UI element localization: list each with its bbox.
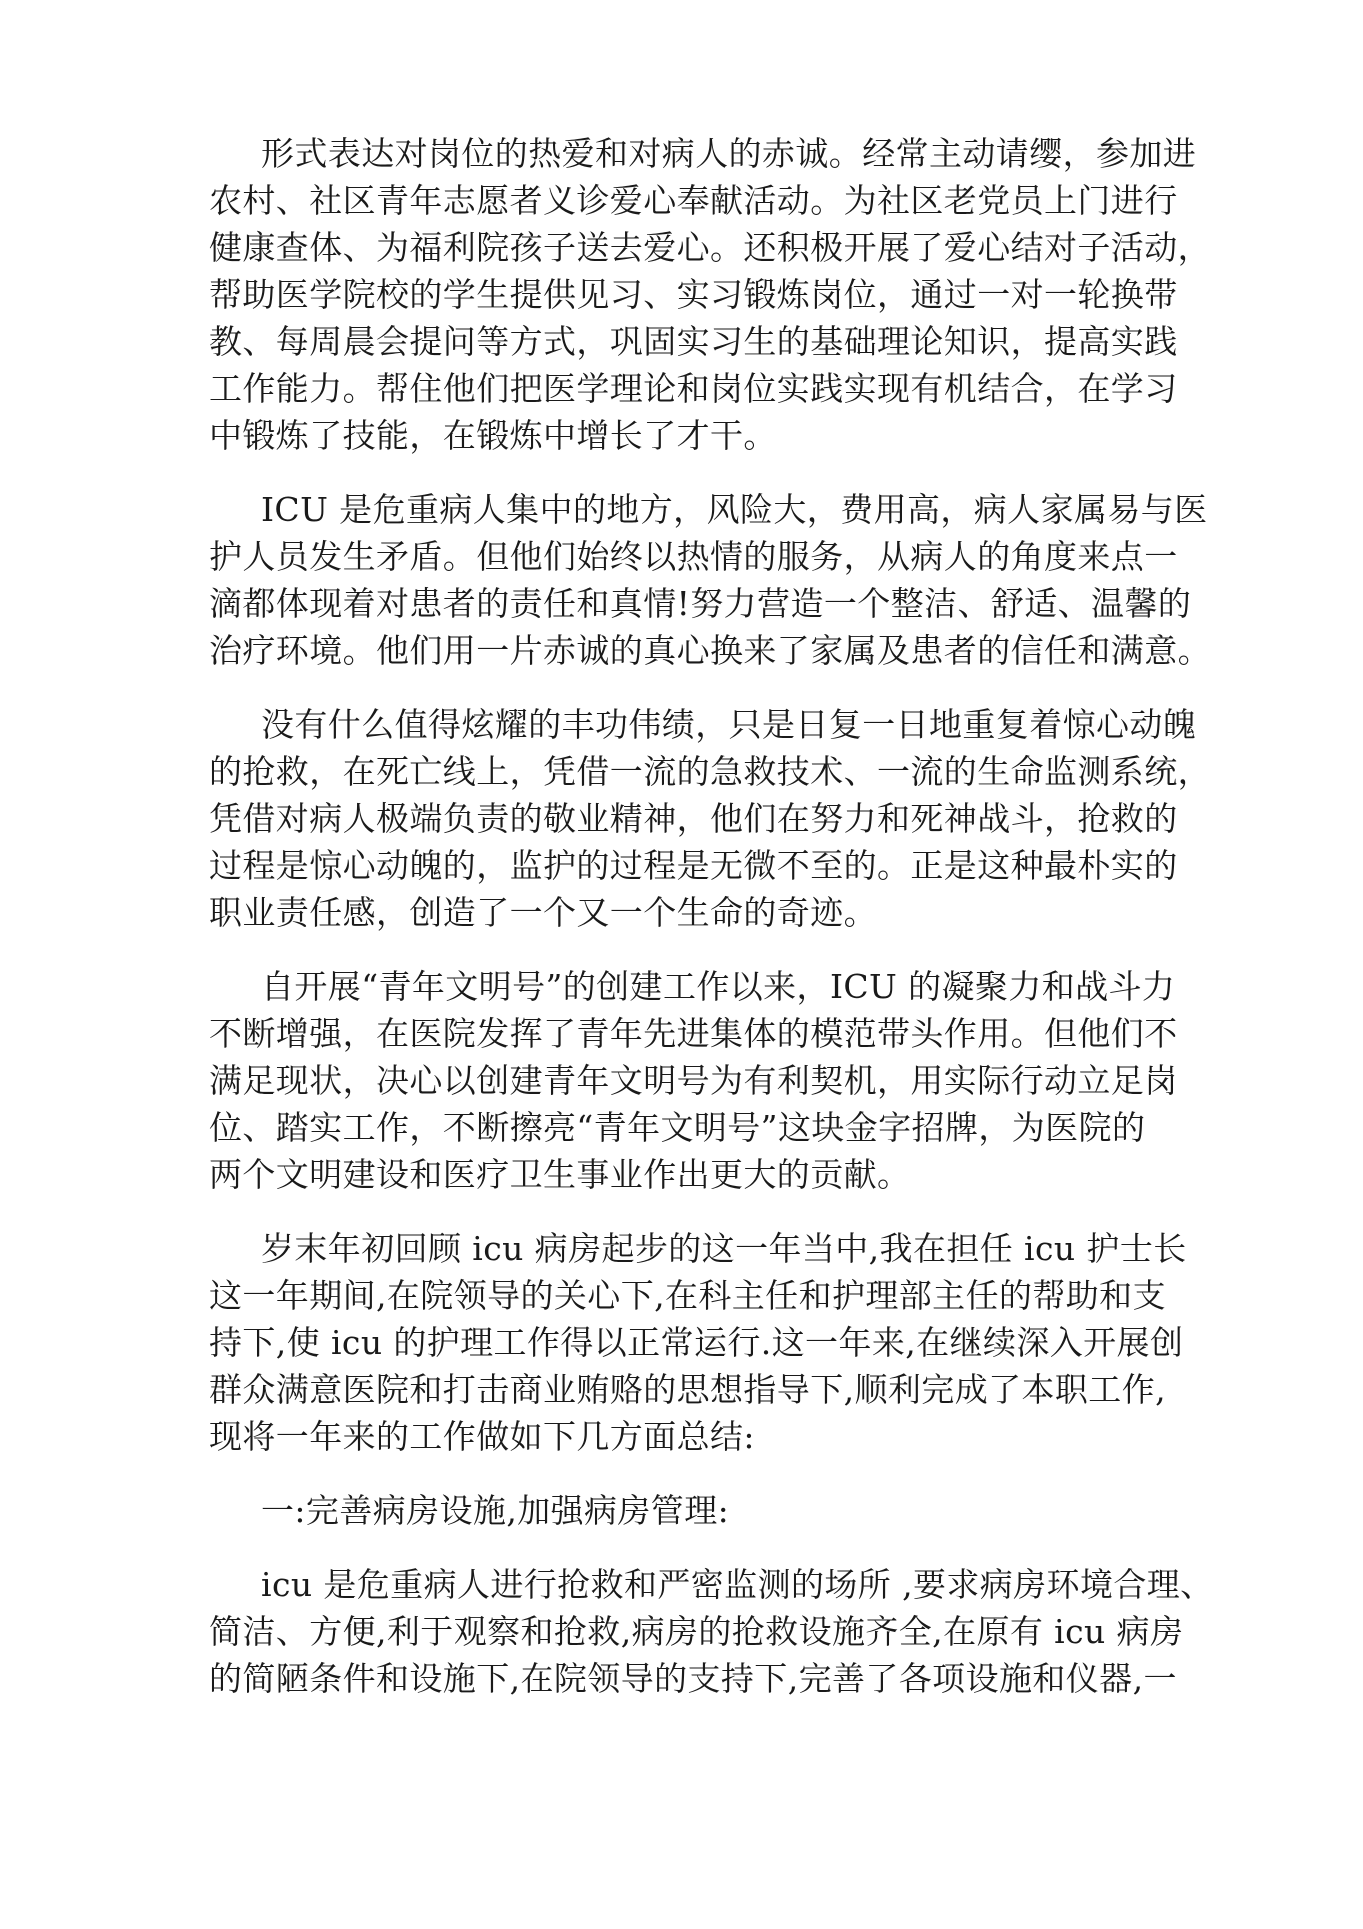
text-line: 过程是惊心动魄的，监护的过程是无微不至的。正是这种最朴实的 (209, 846, 1178, 885)
text-line: 一:完善病房设施,加强病房管理: (261, 1491, 730, 1530)
text-line: ICU 是危重病人集中的地方，风险大，费用高，病人家属易与医 (261, 490, 1208, 529)
text-line: 工作能力。帮住他们把医学理论和岗位实践实现有机结合，在学习 (209, 369, 1178, 408)
document-body (209, 130, 1214, 1729)
text-line: 职业责任感，创造了一个又一个生命的奇迹。 (209, 893, 877, 932)
text-line: 群众满意医院和打击商业贿赂的思想指导下,顺利完成了本职工作, (209, 1370, 1166, 1409)
text-line: 农村、社区青年志愿者义诊爱心奉献活动。为社区老党员上门进行 (209, 181, 1178, 220)
text-line: 护人员发生矛盾。但他们始终以热情的服务，从病人的角度来点一 (209, 537, 1178, 576)
text-line: 持下,使 icu 的护理工作得以正常运行.这一年来,在继续深入开展创 (209, 1323, 1184, 1362)
text-line: 这一年期间,在院领导的关心下,在科主任和护理部主任的帮助和支 (209, 1276, 1166, 1315)
paragraph (209, 1561, 1214, 1702)
text-line: 中锻炼了技能，在锻炼中增长了才干。 (209, 416, 777, 455)
paragraph (209, 1225, 1187, 1460)
paragraph (209, 963, 1178, 1198)
text-line: 健康查体、为福利院孩子送去爱心。还积极开展了爱心结对子活动， (209, 228, 1211, 267)
text-line: 现将一年来的工作做如下几方面总结: (209, 1417, 755, 1456)
text-line: 治疗环境。他们用一片赤诚的真心换来了家属及患者的信任和满意。 (209, 631, 1211, 670)
text-line: 简洁、方便,利于观察和抢救,病房的抢救设施齐全,在原有 icu 病房 (209, 1612, 1184, 1651)
paragraph (209, 486, 1211, 674)
section-heading (209, 1487, 1169, 1534)
paragraph (209, 701, 1211, 936)
text-line: 自开展“青年文明号”的创建工作以来，ICU 的凝聚力和战斗力 (261, 967, 1176, 1006)
text-line: 满足现状，决心以创建青年文明号为有利契机，用实际行动立足岗 (209, 1061, 1178, 1100)
text-line: 不断增强，在医院发挥了青年先进集体的模范带头作用。但他们不 (209, 1014, 1178, 1053)
text-line: 教、每周晨会提问等方式，巩固实习生的基础理论知识，提高实践 (209, 322, 1178, 361)
text-line: 岁末年初回顾 icu 病房起步的这一年当中,我在担任 icu 护士长 (261, 1229, 1187, 1268)
paragraph (209, 130, 1211, 459)
text-line: 帮助医学院校的学生提供见习、实习锻炼岗位，通过一对一轮换带 (209, 275, 1178, 314)
text-line: 的抢救，在死亡线上，凭借一流的急救技术、一流的生命监测系统， (209, 752, 1211, 791)
text-line: icu 是危重病人进行抢救和严密监测的场所 ,要求病房环境合理、 (261, 1565, 1214, 1604)
text-line: 滴都体现着对患者的责任和真情!努力营造一个整洁、舒适、温馨的 (209, 584, 1192, 623)
text-line: 的简陋条件和设施下,在院领导的支持下,完善了各项设施和仪器,一 (209, 1659, 1177, 1698)
text-line: 位、踏实工作，不断擦亮“青年文明号”这块金字招牌，为医院的 (209, 1108, 1146, 1147)
text-line: 两个文明建设和医疗卫生事业作出更大的贡献。 (209, 1155, 911, 1194)
text-line: 形式表达对岗位的热爱和对病人的赤诚。经常主动请缨，参加进 (261, 134, 1197, 173)
text-line: 凭借对病人极端负责的敬业精神，他们在努力和死神战斗，抢救的 (209, 799, 1178, 838)
text-line: 没有什么值得炫耀的丰功伟绩，只是日复一日地重复着惊心动魄 (261, 705, 1197, 744)
